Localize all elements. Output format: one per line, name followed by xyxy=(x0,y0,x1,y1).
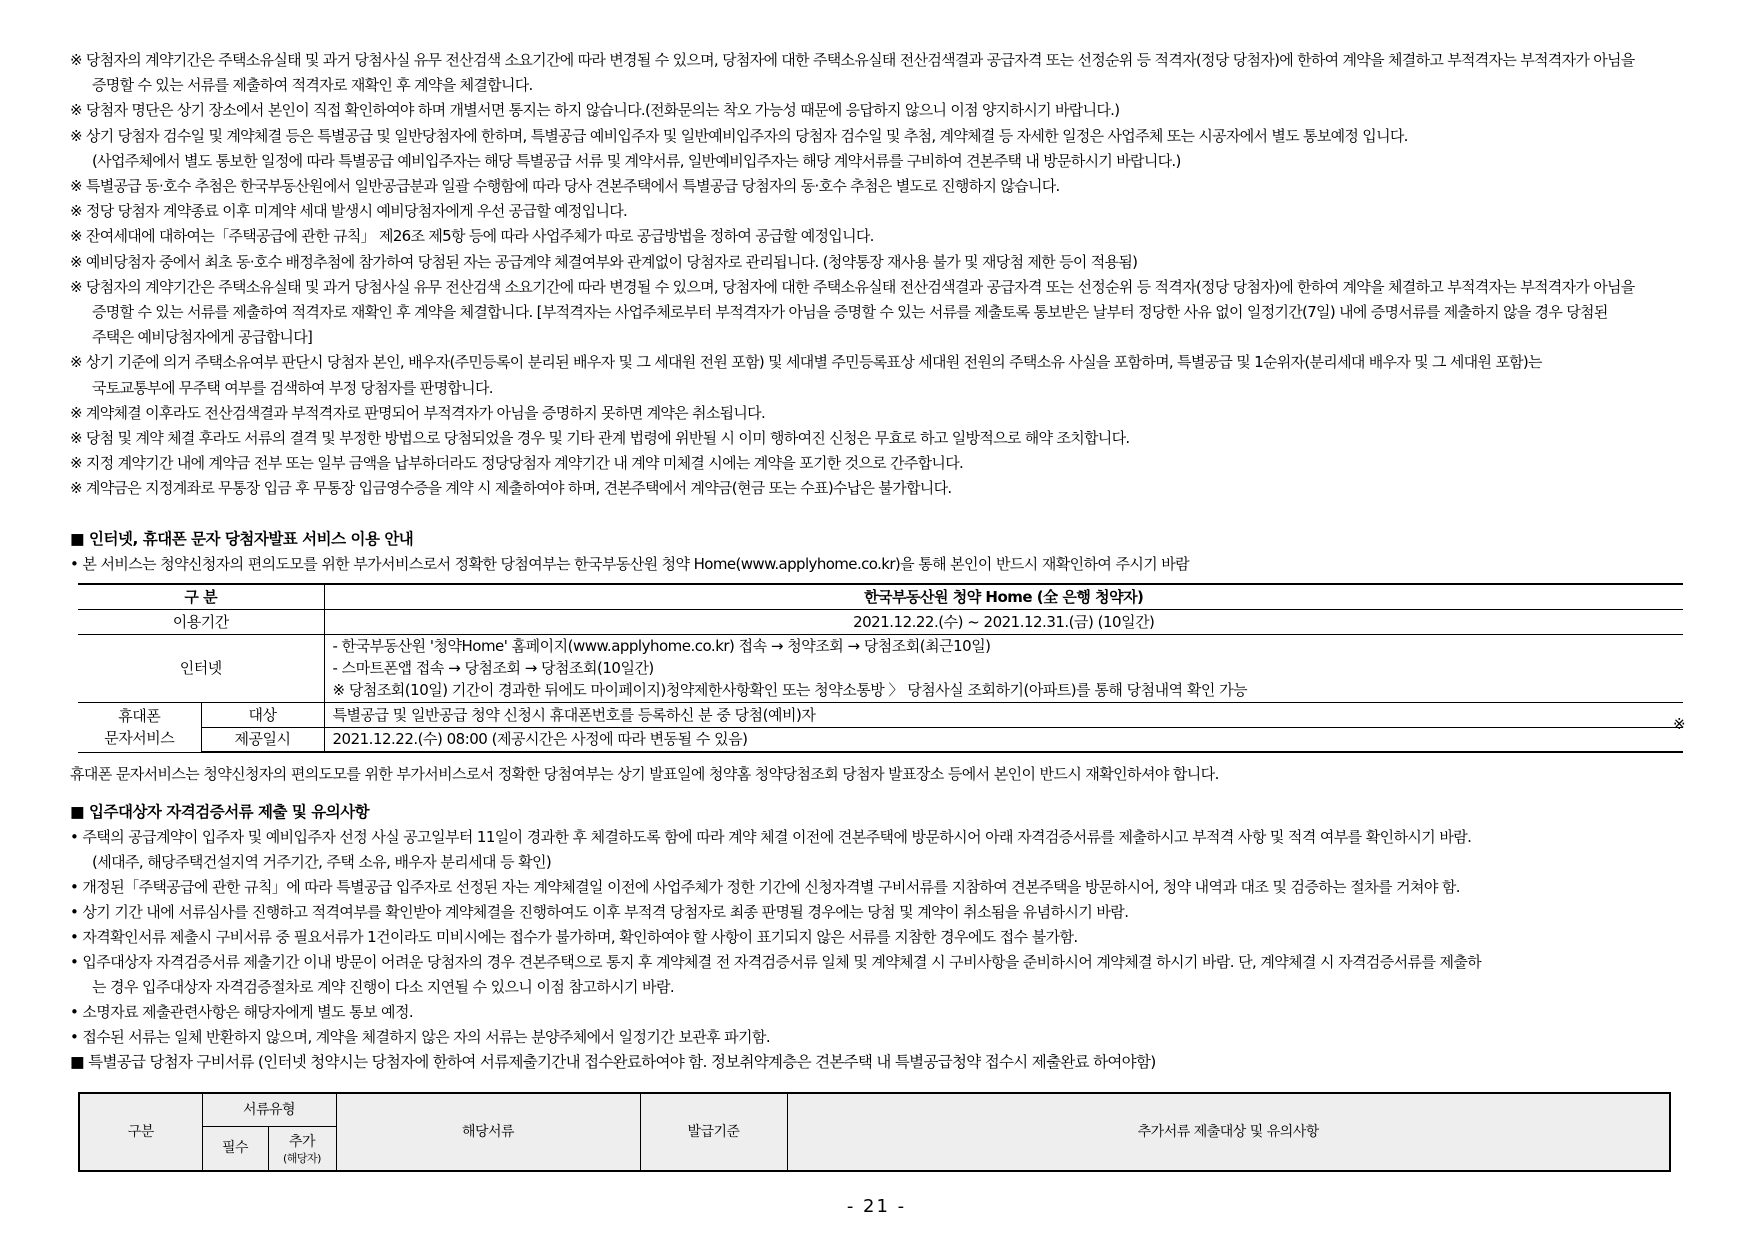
service-table xyxy=(78,583,1683,753)
docs-col-type: 서류유형 xyxy=(202,1093,336,1126)
service-footnote: 휴대폰 문자서비스는 청약신청자의 편의도모를 위한 부가서비스로서 정확한 당첨여부는 상기 발표일에 청약홈 청약당첨조회 당첨자 발표장소 등에서 본인이 반드시 재확인하셔야 합니다. xyxy=(70,765,1219,783)
qualification-bullet-line: • 상기 기간 내에 서류심사를 진행하고 적격여부를 확인받아 계약체결을 진행하여도 이후 부적격 당첨자로 최종 판명될 경우에는 당첨 및 계약이 취소됨을 유념하시기 바람. xyxy=(70,903,1129,921)
qualification-bullet xyxy=(70,925,1690,950)
docs-col-notes: 추가서류 제출대상 및 유의사항 xyxy=(787,1093,1670,1171)
sms-label-line: 문자서비스 xyxy=(104,729,175,747)
note-line: ※ 특별공급 동·호수 추첨은 한국부동산원에서 일반공급분과 일괄 수행함에 따라 당사 견본주택에서 특별공급 당첨자의 동·호수 추첨은 별도로 진행하지 않습니다. xyxy=(70,177,1060,196)
note-line: ※ 당첨자 명단은 상기 장소에서 본인이 직접 확인하여야 하며 개별서면 통지는 하지 않습니다.(전화문의는 착오 가능성 때문에 응답하지 않으니 이점 양지하시기 바랍니다.) xyxy=(70,101,1120,120)
note-item xyxy=(70,124,1690,174)
docs-col-extra-label: 추가 xyxy=(288,1133,316,1150)
date-value: 2021.12.22.(수) 08:00 (제공시간은 사정에 따라 변동될 수 있음) xyxy=(324,727,1683,752)
qualification-bullet xyxy=(70,950,1690,1000)
qualification-bullet xyxy=(70,825,1690,875)
note-item xyxy=(70,275,1690,351)
qualification-bullets xyxy=(70,825,1690,1050)
note-item xyxy=(70,451,1690,476)
note-item xyxy=(70,48,1690,98)
sms-label-line: 휴대폰 xyxy=(118,707,161,725)
service-section xyxy=(70,527,1690,577)
note-item xyxy=(70,401,1690,426)
note-line: ※ 계약금은 지정계좌로 무통장 입금 후 무통장 입금영수증을 계약 시 제출하여야 하며, 견본주택에서 계약금(현금 또는 수표)수납은 불가합니다. xyxy=(70,479,952,498)
note-line: 증명할 수 있는 서류를 제출하여 적격자로 재확인 후 계약을 체결합니다. xyxy=(92,76,533,95)
note-line: ※ 상기 당첨자 검수일 및 계약체결 등은 특별공급 및 일반당첨자에 한하며, 특별공급 예비입주자 및 일반예비입주자의 당첨자 검수일 및 추첨, 계약체결 등 자세한 일정은 사업주체 또는 시공자에서 별도 통보예정 입니다. xyxy=(70,126,1408,145)
note-line: 국토교통부에 무주택 여부를 검색하여 부정 당첨자를 판명합니다. xyxy=(92,378,493,397)
service-col-header: 구 분 xyxy=(78,584,324,609)
docs-col-gubun: 구분 xyxy=(79,1093,202,1171)
internet-line: - 한국부동산원 '청약Home' 홈페이지(www.applyhome.co.kr) 접속 → 청약조회 → 당첨조회(최근10일) xyxy=(332,637,991,655)
docs-table xyxy=(78,1092,1671,1172)
note-item xyxy=(70,426,1690,451)
note-line: ※ 지정 계약기간 내에 계약금 전부 또는 일부 금액을 납부하더라도 정당당첨자 계약기간 내 계약 미체결 시에는 계약을 포기한 것으로 간주합니다. xyxy=(70,454,964,473)
page-number: - 21 - xyxy=(846,1196,907,1217)
internet-value xyxy=(324,634,1683,702)
note-item xyxy=(70,174,1690,199)
sms-label xyxy=(78,702,201,752)
reference-mark: ※ xyxy=(1673,715,1686,733)
note-item xyxy=(70,98,1690,123)
note-item xyxy=(70,476,1690,501)
docs-heading: ■ 특별공급 당첨자 구비서류 (인터넷 청약시는 당첨자에 한하여 서류제출기간내 접수완료하여야 함. 정보취약계층은 견본주택 내 특별공급청약 접수시 제출완료 하여야함) xyxy=(70,1053,1156,1071)
qualification-bullet-line: (세대주, 해당주택건설지역 거주기간, 주택 소유, 배우자 분리세대 등 확인) xyxy=(92,853,552,871)
qualification-bullet xyxy=(70,1000,1690,1025)
qualification-bullet xyxy=(70,1025,1690,1050)
note-line: ※ 예비당첨자 중에서 최초 동·호수 배정추첨에 참가하여 당첨된 자는 공급계약 체결여부와 관계없이 당첨자로 관리됩니다. (청약통장 재사용 불가 및 재당첨 제한 등이 적용됨) xyxy=(70,252,1138,271)
note-line: ※ 잔여세대에 대하여는「주택공급에 관한 규칙」 제26조 제5항 등에 따라 사업주체가 따로 공급방법을 정하여 공급할 예정입니다. xyxy=(70,227,874,246)
internet-line: - 스마트폰앱 접속 → 당첨조회 → 당첨조회(10일간) xyxy=(332,659,654,677)
note-line: 주택은 예비당첨자에게 공급합니다] xyxy=(92,328,313,347)
qualification-bullet xyxy=(70,900,1690,925)
service-value-header: 한국부동산원 청약 Home (全 은행 청약자) xyxy=(324,584,1683,609)
note-item xyxy=(70,350,1690,400)
qualification-bullet-line: • 자격확인서류 제출시 구비서류 중 필요서류가 1건이라도 미비시에는 접수가 불가하며, 확인하여야 할 사항이 표기되지 않은 서류를 지참한 경우에도 접수 불가함. xyxy=(70,928,1078,946)
qualification-bullet-line: 는 경우 입주대상자 자격검증절차로 계약 진행이 다소 지연될 수 있으니 이점 참고하시기 바람. xyxy=(92,978,675,996)
period-value: 2021.12.22.(수) ~ 2021.12.31.(금) (10일간) xyxy=(324,609,1683,634)
qualification-bullet-line: • 소명자료 제출관련사항은 해당자에게 별도 통보 예정. xyxy=(70,1003,414,1021)
docs-col-required: 필수 xyxy=(202,1126,268,1171)
notes-section xyxy=(70,48,1690,502)
qualification-bullet-line: • 입주대상자 자격검증서류 제출기간 이내 방문이 어려운 당첨자의 경우 견본주택으로 통지 후 계약체결 전 자격검증서류 일체 및 계약체결 시 구비사항을 준비하시어 계약체결 하시기 바람. 단, 계약체결 시 자격검증서류를 제출하 xyxy=(70,953,1482,971)
note-line: (사업주체에서 별도 통보한 일정에 따라 특별공급 예비입주자는 해당 특별공급 서류 및 계약서류, 일반예비입주자는 해당 계약서류를 구비하여 견본주택 내 방문하시기 바랍니다.) xyxy=(92,151,1181,170)
note-item xyxy=(70,199,1690,224)
note-line: 증명할 수 있는 서류를 제출하여 적격자로 재확인 후 계약을 체결합니다. [부적격자는 사업주체로부터 부적격자가 아님을 증명할 수 있는 서류를 제출토록 통보받은 날부터 정당한 사유 없이 일정기간(7일) 내에 증명서류를 제출하지 않을 경우 당첨된 xyxy=(92,303,1608,322)
note-item xyxy=(70,250,1690,275)
internet-label: 인터넷 xyxy=(78,634,324,702)
internet-line: ※ 당첨조회(10일) 기간이 경과한 뒤에도 마이페이지)청약제한사항확인 또는 청약소통방 〉 당첨사실 조회하기(아파트)를 통해 당첨내역 확인 가능 xyxy=(332,681,1248,699)
date-label: 제공일시 xyxy=(201,727,324,752)
target-value: 특별공급 및 일반공급 청약 신청시 휴대폰번호를 등록하신 분 중 당첨(예비)자 xyxy=(324,702,1683,727)
note-line: ※ 당첨자의 계약기간은 주택소유실태 및 과거 당첨사실 유무 전산검색 소요기간에 따라 변경될 수 있으며, 당첨자에 대한 주택소유실태 전산검색결과 공급자격 또는 선정순위 등 적격자(정당 당첨자)에 한하여 계약을 체결하고 부적격자는 부적격자가 아님을 xyxy=(70,51,1635,69)
docs-col-issuer: 발급기준 xyxy=(640,1093,787,1171)
qualification-bullet-line: • 주택의 공급계약이 입주자 및 예비입주자 선정 사실 공고일부터 11일이 경과한 후 체결하도록 함에 따라 계약 체결 이전에 견본주택에 방문하시어 아래 자격검증서류를 제출하시고 부적격 사항 및 적격 여부를 확인하시기 바람. xyxy=(70,828,1472,846)
service-bullet: • 본 서비스는 청약신청자의 편의도모를 위한 부가서비스로서 정확한 당첨여부는 한국부동산원 청약 Home(www.applyhome.co.kr)을 통해 본인이 반드시 재확인하여 주시기 바람 xyxy=(70,555,1190,573)
qualification-bullet-line: • 개정된「주택공급에 관한 규칙」에 따라 특별공급 입주자로 선정된 자는 계약체결일 이전에 사업주체가 정한 기간에 신청자격별 구비서류를 지참하여 견본주택을 방문하시어, 청약 내역과 대조 및 검증하는 절차를 거쳐야 함. xyxy=(70,878,1460,896)
target-label: 대상 xyxy=(201,702,324,727)
period-label: 이용기간 xyxy=(78,609,324,634)
qualification-bullet xyxy=(70,875,1690,900)
note-line: ※ 당첨자의 계약기간은 주택소유실태 및 과거 당첨사실 유무 전산검색 소요기간에 따라 변경될 수 있으며, 당첨자에 대한 주택소유실태 전산검색결과 공급자격 또는 선정순위 등 적격자(정당 당첨자)에 한하여 계약을 체결하고 부적격자는 부적격자가 아님을 xyxy=(70,277,1635,296)
docs-col-doc: 해당서류 xyxy=(336,1093,640,1171)
qualification-heading: ■ 입주대상자 자격검증서류 제출 및 유의사항 xyxy=(70,803,370,821)
qualification-section xyxy=(70,800,1690,1075)
note-item xyxy=(70,224,1690,249)
docs-col-extra xyxy=(268,1126,336,1171)
qualification-bullet-line: • 접수된 서류는 일체 반환하지 않으며, 계약을 체결하지 않은 자의 서류는 분양주체에서 일정기간 보관후 파기함. xyxy=(70,1028,770,1046)
notes-list xyxy=(70,48,1690,502)
docs-col-extra-note: (해당자) xyxy=(283,1151,321,1165)
note-line: ※ 계약체결 이후라도 전산검색결과 부적격자로 판명되어 부적격자가 아님을 증명하지 못하면 계약은 취소됩니다. xyxy=(70,403,766,422)
note-line: ※ 당첨 및 계약 체결 후라도 서류의 결격 및 부정한 방법으로 당첨되었을 경우 및 기타 관계 법령에 위반될 시 이미 행하여진 신청은 무효로 하고 일방적으로 해약 조치합니다. xyxy=(70,429,1130,448)
note-line: ※ 상기 기준에 의거 주택소유여부 판단시 당첨자 본인, 배우자(주민등록이 분리된 배우자 및 그 세대원 전원 포함) 및 세대별 주민등록표상 세대원 전원의 주택소유 사실을 포함하며, 특별공급 및 1순위자(분리세대 배우자 및 그 세대원 포함)는 xyxy=(70,353,1542,372)
note-line: ※ 정당 당첨자 계약종료 이후 미계약 세대 발생시 예비당첨자에게 우선 공급할 예정입니다. xyxy=(70,202,628,221)
service-heading: ■ 인터넷, 휴대폰 문자 당첨자발표 서비스 이용 안내 xyxy=(70,530,414,548)
